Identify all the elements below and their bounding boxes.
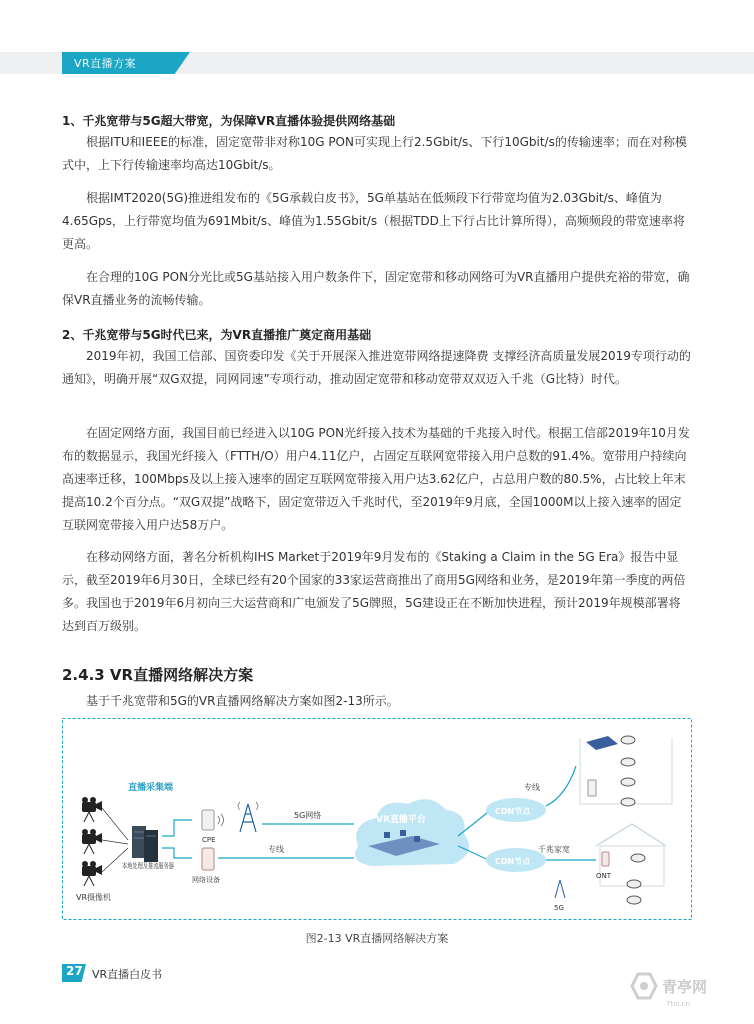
cpe-icon xyxy=(202,810,214,830)
paragraph: 在移动网络方面，著名分析机构IHS Market于2019年9月发布的《Staking a Claim in the 5G Era》报告中显示，截至2019年6月30日，全球已经有20个国家的33家运营商推出了商用5G网络和业务，是2019年第一季度的两倍多。我国也于2019年6月初向三大运营商和广电颁发了5G牌照，5G建设正在不断加快进程，预计2019年规模部署将达到百万级别。 xyxy=(62,550,686,633)
headset-icon-6 xyxy=(627,880,641,888)
figure-caption: 图2-13 VR直播网络解决方案 xyxy=(305,932,449,945)
paragraph: 根据IMT2020(5G)推进组发布的《5G承载白皮书》，5G单基站在低频段下行带宽均值为2.03Gbit/s、峰值为4.65Gps，上行带宽均值为691Mbit/s、峰值为1.55Gbit/s（根据TDD上下行占比计算所得），高频频段的带宽速率将更高。 xyxy=(62,191,685,251)
platform-label: VR直播平台 xyxy=(376,815,426,825)
headset-icon-5 xyxy=(631,854,645,862)
line-top-label: 专线 xyxy=(524,783,540,792)
footer-title: VR直播白皮书 xyxy=(92,968,163,981)
headset-icon-7 xyxy=(627,896,641,904)
camera-icon-1 xyxy=(82,797,102,822)
camera-icon-2 xyxy=(82,829,102,854)
cpe-label: CPE xyxy=(202,836,216,844)
network-device-icon xyxy=(202,848,214,870)
watermark-logo xyxy=(626,968,746,1012)
cpe-device-icon xyxy=(588,780,596,796)
paragraph: 2019年初，我国工信部、国资委印发《关于开展深入推进宽带网络提速降费 支撑经济高质量发展2019专项行动的通知》，明确开展“双G双提，同网同速”专项行动，推动固定宽带和移动宽带双双迈入千兆（G比特）时代。 xyxy=(62,349,691,386)
platform-cloud xyxy=(355,799,469,866)
section1-heading: 1、千兆宽带与5G超大带宽，为保障VR直播体验提供网络基础 xyxy=(62,114,396,128)
section2-body-3 xyxy=(62,546,692,638)
paragraph: 在合理的10G PON分光比或5G基站接入用户数条件下，固定宽带和移动网络可为VR直播用户提供充裕的带宽，确保VR直播业务的流畅传输。 xyxy=(62,270,690,307)
gigabit-label: 千兆家宽 xyxy=(538,845,570,854)
section-title: 2.4.3 VR直播网络解决方案 xyxy=(62,666,254,684)
tower-icon-2 xyxy=(555,880,565,898)
page-number: 27 xyxy=(66,964,83,978)
headset-icon-4 xyxy=(621,798,635,806)
link-line-label: 专线 xyxy=(268,845,284,854)
camera-icon-3 xyxy=(82,861,102,886)
netdev-label: 网络设备 xyxy=(192,876,220,884)
paragraph: 在固定网络方面，我国目前已经进入以10G PON光纤接入技术为基础的千兆接入时代。根据工信部2019年10月发布的数据显示，我国光纤接入（FTTH/O）用户4.11亿户，占固定互联网宽带接入用户总数的91.4%。宽带用户持续向高速率迁移，100Mbps及以上接入速率的固定互联网宽带接入用户达3.62亿户，占总用户数的80.5%，占比较上年末提高10.2个百分点。“双G双提”战略下，固定宽带迈入千兆时代，至2019年9月底，全国1000M以上接入速率的固定互联网宽带接入用户达58万户。 xyxy=(62,426,690,532)
router-icon xyxy=(586,736,618,750)
server-label: 本地处理及推流服务器 xyxy=(122,862,192,870)
header-title: VR直播方案 xyxy=(74,57,137,70)
cdn-label-2: CDN节点 xyxy=(495,857,531,866)
paragraph: 根据ITU和IEEE的标准，固定宽带非对称10G PON可实现上行2.5Gbit/s、下行10Gbit/s的传输速率；而在对称模式中，上下行传输速率均高达10Gbit/s。 xyxy=(62,135,687,172)
cdn-label-1: CDN节点 xyxy=(495,807,531,816)
section1-body-3 xyxy=(62,266,692,312)
headset-icon-2 xyxy=(621,758,635,766)
section1-body-2 xyxy=(62,187,692,256)
cameras-label: VR摄像机 xyxy=(76,893,112,902)
link-5g-label: 5G网络 xyxy=(294,811,322,820)
ont-label: ONT xyxy=(596,872,612,880)
wifi-icon xyxy=(218,814,224,826)
figure-intro: 基于千兆宽带和5G的VR直播网络解决方案如图2-13所示。 xyxy=(86,694,399,708)
network-diagram xyxy=(62,718,692,920)
headset-icon-1 xyxy=(621,736,635,744)
house-roof xyxy=(596,824,666,846)
section2-body-1 xyxy=(62,345,692,391)
fiveg-label: 5G xyxy=(554,904,564,912)
headset-icon-3 xyxy=(621,778,635,786)
watermark-sub: 7tin.cn xyxy=(666,1000,691,1008)
tower-icon xyxy=(238,802,258,832)
section2-heading: 2、千兆宽带与5G时代已来，为VR直播推广奠定商用基础 xyxy=(62,328,372,342)
server-icon xyxy=(132,826,158,862)
section2-body-2 xyxy=(62,422,692,537)
ont-icon xyxy=(602,852,609,866)
watermark-text: 青亭网 xyxy=(662,978,708,996)
capture-label: 直播采集端 xyxy=(128,783,174,793)
section1-body xyxy=(62,131,692,177)
